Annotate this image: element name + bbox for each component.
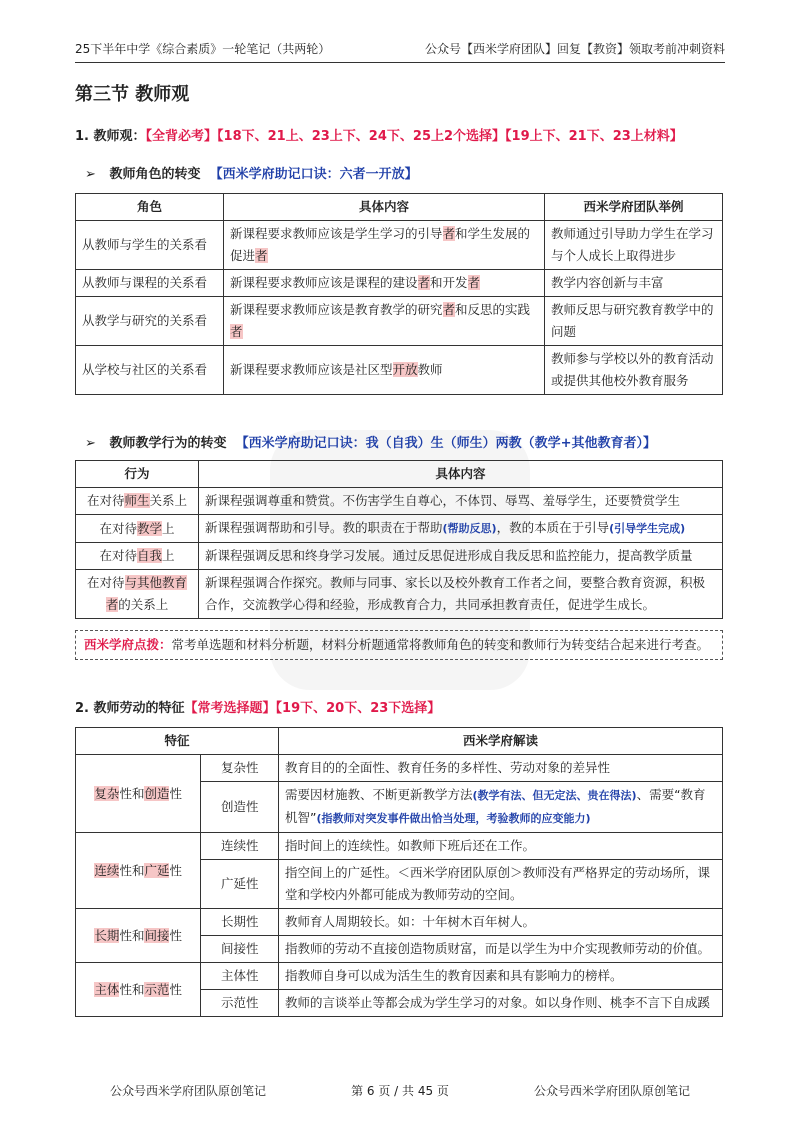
table-row bbox=[76, 297, 723, 346]
teacher-role-table bbox=[75, 193, 723, 395]
t1-example: 教学内容创新与丰富 bbox=[545, 270, 723, 297]
point2-line bbox=[75, 697, 440, 716]
t3-item-desc: 需要因材施教、不断更新教学方法(教学有法、但无定法、贵在得法)、需要“教育机智”(指教师对突发事件做出恰当处理，考验教师的应变能力) bbox=[279, 782, 723, 833]
arrow-icon: ➢ bbox=[85, 167, 96, 182]
header-left: 25下半年中学《综合素质》一轮笔记（共两轮） bbox=[75, 42, 331, 56]
point2-tag-red: 【常考选择题】 bbox=[184, 701, 276, 716]
bullet1-label: 教师角色的转变 bbox=[109, 167, 201, 182]
t1-example: 教师通过引导助力学生在学习与个人成长上取得进步 bbox=[545, 221, 723, 270]
t2-content: 新课程强调尊重和赞赏。不伤害学生自尊心，不体罚、辱骂、羞辱学生，还要赞赏学生 bbox=[199, 488, 723, 515]
point1-tag-red: 【全背必考】 bbox=[145, 129, 218, 144]
t3-group: 长期性和间接性 bbox=[76, 909, 201, 963]
table-row bbox=[76, 346, 723, 395]
bullet2-label: 教师教学行为的转变 bbox=[109, 436, 227, 451]
t2-content: 新课程强调合作探究。教师与同事、家长以及校外教育工作者之间，要整合教育资源，积极合作，交流教学心得和经验，形成教育合力，共同承担教育责任，促进学生成长。 bbox=[199, 570, 723, 619]
tip-box bbox=[75, 630, 723, 660]
t1-content: 新课程要求教师应该是学生学习的引导者和学生发展的促进者 bbox=[224, 221, 545, 270]
t2-header-content: 具体内容 bbox=[199, 461, 723, 488]
footer-right: 公众号西米学府团队原创笔记 bbox=[533, 1084, 690, 1098]
t1-header-content: 具体内容 bbox=[224, 194, 545, 221]
t2-content: 新课程强调帮助和引导。教的职责在于帮助(帮助反思)，教的本质在于引导(引导学生完成) bbox=[199, 515, 723, 543]
table-row bbox=[76, 543, 723, 570]
table-row bbox=[76, 515, 723, 543]
t1-role: 从学校与社区的关系看 bbox=[76, 346, 224, 395]
t1-content: 新课程要求教师应该是社区型开放教师 bbox=[224, 346, 545, 395]
t3-item-desc: 指教师的劳动不直接创造物质财富，而是以学生为中介实现教师劳动的价值。 bbox=[279, 936, 723, 963]
bullet2-mnemonic: 【西米学府助记口诀：我（自我）生（师生）两教（教学+其他教育者）】 bbox=[235, 436, 656, 451]
table-row bbox=[76, 570, 723, 619]
t2-behavior: 在对待师生关系上 bbox=[76, 488, 199, 515]
t3-item-name: 示范性 bbox=[201, 990, 279, 1017]
table-row bbox=[76, 909, 723, 936]
t3-group: 复杂性和创造性 bbox=[76, 755, 201, 833]
t1-content: 新课程要求教师应该是课程的建设者和开发者 bbox=[224, 270, 545, 297]
t3-item-name: 连续性 bbox=[201, 833, 279, 860]
teacher-labor-table bbox=[75, 727, 723, 1017]
table-row bbox=[76, 270, 723, 297]
t3-item-desc: 教师的言谈举止等都会成为学生学习的对象。如以身作则、桃李不言下自成蹊 bbox=[279, 990, 723, 1017]
t1-example: 教师反思与研究教育教学中的问题 bbox=[545, 297, 723, 346]
bullet1 bbox=[85, 163, 418, 182]
tip-text: 常考单选题和材料分析题，材料分析题通常将教师角色的转变和教师行为转变结合起来进行考查。 bbox=[171, 637, 710, 652]
teacher-behavior-table bbox=[75, 460, 723, 619]
t3-item-name: 创造性 bbox=[201, 782, 279, 833]
t2-header-behavior: 行为 bbox=[76, 461, 199, 488]
page-number: 第 6 页 / 共 45 页 bbox=[351, 1084, 449, 1098]
t3-item-desc: 指教师自身可以成为活生生的教育因素和具有影响力的榜样。 bbox=[279, 963, 723, 990]
t2-behavior: 在对待自我上 bbox=[76, 543, 199, 570]
table-row bbox=[76, 755, 723, 782]
t3-item-desc: 教育目的的全面性、教育任务的多样性、劳动对象的差异性 bbox=[279, 755, 723, 782]
t1-role: 从教师与学生的关系看 bbox=[76, 221, 224, 270]
t1-header-role: 角色 bbox=[76, 194, 224, 221]
t2-content: 新课程强调反思和终身学习发展。通过反思促进形成自我反思和监控能力，提高教学质量 bbox=[199, 543, 723, 570]
t3-group: 主体性和示范性 bbox=[76, 963, 201, 1017]
t3-item-name: 长期性 bbox=[201, 909, 279, 936]
t1-role: 从教学与研究的关系看 bbox=[76, 297, 224, 346]
t3-header-interpretation: 西米学府解读 bbox=[279, 728, 723, 755]
t2-behavior: 在对待教学上 bbox=[76, 515, 199, 543]
table-row bbox=[76, 488, 723, 515]
bullet1-mnemonic: 【西米学府助记口诀：六者一开放】 bbox=[209, 167, 418, 182]
point1-label: 1. 教师观： bbox=[75, 129, 146, 144]
table-row bbox=[76, 221, 723, 270]
page-footer bbox=[110, 1082, 690, 1099]
point1-tag-rest: 【18下、21上、23上下、24下、25上2个选择】【19上下、21下、23上材料】 bbox=[217, 129, 683, 144]
tip-title: 西米学府点拨： bbox=[84, 637, 172, 652]
table-row bbox=[76, 833, 723, 860]
t3-item-desc: 教师育人周期较长。如：十年树木百年树人。 bbox=[279, 909, 723, 936]
t3-item-desc: 指空间上的广延性。＜西米学府团队原创＞教师没有严格界定的劳动场所，课堂和学校内外都可能成为教师劳动的空间。 bbox=[279, 860, 723, 909]
point1-line bbox=[75, 125, 683, 144]
t1-example: 教师参与学校以外的教育活动或提供其他校外教育服务 bbox=[545, 346, 723, 395]
header-right: 公众号【西米学府团队】回复【教资】领取考前冲刺资料 bbox=[424, 42, 725, 56]
t3-item-name: 主体性 bbox=[201, 963, 279, 990]
t1-role: 从教师与课程的关系看 bbox=[76, 270, 224, 297]
table-row bbox=[76, 963, 723, 990]
t2-behavior: 在对待与其他教育者的关系上 bbox=[76, 570, 199, 619]
t3-item-name: 复杂性 bbox=[201, 755, 279, 782]
footer-left: 公众号西米学府团队原创笔记 bbox=[110, 1084, 267, 1098]
section-title: 第三节 教师观 bbox=[75, 84, 190, 105]
point2-label: 2. 教师劳动的特征 bbox=[75, 701, 185, 716]
t3-item-desc: 指时间上的连续性。如教师下班后还在工作。 bbox=[279, 833, 723, 860]
bullet2 bbox=[85, 432, 656, 451]
t3-group: 连续性和广延性 bbox=[76, 833, 201, 909]
point2-tag-rest: 【19下、20下、23下选择】 bbox=[275, 701, 441, 716]
t1-content: 新课程要求教师应该是教育教学的研究者和反思的实践者 bbox=[224, 297, 545, 346]
t3-item-name: 间接性 bbox=[201, 936, 279, 963]
t3-item-name: 广延性 bbox=[201, 860, 279, 909]
page-header bbox=[75, 40, 725, 63]
arrow-icon: ➢ bbox=[85, 436, 96, 451]
t3-header-feature: 特征 bbox=[76, 728, 279, 755]
t1-header-example: 西米学府团队举例 bbox=[545, 194, 723, 221]
